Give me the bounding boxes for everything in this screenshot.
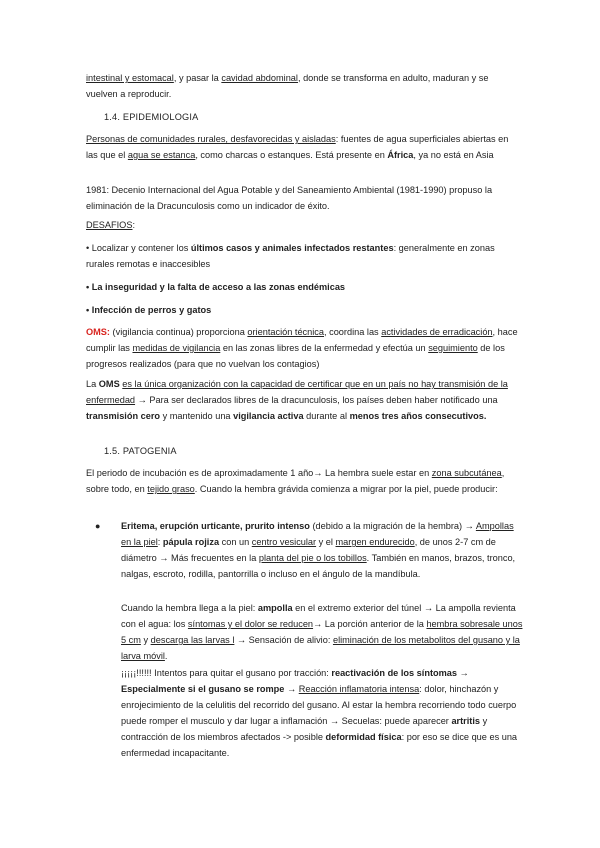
label-desafios: DESAFIOS: <box>86 220 136 230</box>
bullet-dot-icon: ● <box>95 521 101 531</box>
heading-epidemiologia: 1.4. EPIDEMIOLOGIA <box>104 112 199 122</box>
paragraph-oms: OMS: (vigilancia continua) proporciona orientación técnica, coordina las actividades de erradicación, hace cumplir las medidas de vigilancia en las zonas libres de la enfermedad y efectúa un seguimiento de los progresos realizados (para que no vuelvan los contagios) <box>86 327 518 369</box>
bullet-desafio-3: • Infección de perros y gatos <box>86 305 212 315</box>
subparagraph-ampolla: Cuando la hembra llega a la piel: ampolla en el extremo exterior del túnel → La ampolla revienta con el agua: los síntomas y el dolor se reducen→ La porción anterior de la hembra sobresale unos 5 cm y descarga las larvas l → Sensación de alivio: eliminación de los metabolitos del gusano y la larva móvil. <box>121 603 523 661</box>
bullet-desafio-2: • La inseguridad y la falta de acceso a las zonas endémicas <box>86 282 346 292</box>
paragraph-decenio: 1981: Decenio Internacional del Agua Potable y del Saneamiento Ambiental (1981-1990) propuso la eliminación de la Dracunculosis como un indicador de éxito. <box>86 185 493 211</box>
paragraph-intro: intestinal y estomacal, y pasar la cavidad abdominal, donde se transforma en adulto, maduran y se vuelven a reproducir. <box>86 73 489 99</box>
heading-patogenia: 1.5. PATOGENIA <box>104 446 177 456</box>
paragraph-patogenia: El periodo de incubación es de aproximadamente 1 año→ La hembra suele estar en zona subcutánea, sobre todo, en tejido graso. Cuando la hembra grávida comienza a migrar por la piel, puede producir: <box>86 468 505 494</box>
paragraph-certificacion: La OMS es la única organización con la capacidad de certificar que en un país no hay transmisión de la enfermedad → Para ser declarados libres de la dracunculosis, los países deben haber notificado una transmisión cero y mantenido una vigilancia activa durante al menos tres años consecutivos. <box>86 379 508 421</box>
subparagraph-traccion: ¡¡¡¡¡!!!!!! Intentos para quitar el gusano por tracción: reactivación de los síntomas → Especialmente si el gusano se rompe → Reacción inflamatoria intensa: dolor, hinchazón y enrojecimiento de la celulitis del recorrido del gusano. Al estar la hembra recorriendo todo cuerpo puede romper el musculo y dar lugar a inflamación → Secuelas: puede aparecer artritis y contracción de los miembros afectados -> posible deformidad física: por eso se dice que es una enfermedad incapacitante. <box>121 668 518 758</box>
paragraph-epidemiologia: Personas de comunidades rurales, desfavorecidas y aisladas: fuentes de agua superficiales abiertas en las que el agua se estanca, como charcas o estanques. Está presente en África, ya no está en Asia <box>86 134 509 160</box>
bullet-desafio-1: • Localizar y contener los últimos casos y animales infectados restantes: generalmente en zonas rurales remotas e inaccesibles <box>86 243 495 269</box>
subparagraph-eritema: Eritema, erupción urticante, prurito intenso (debido a la migración de la hembra) → Ampollas en la piel: pápula rojiza con un centro vesicular y el margen endurecido, de unos 2-7 cm de diámetro → Más frecuentes en la planta del pie o los tobillos. También en manos, brazos, tronco, nalgas, escroto, rodilla, pantorrilla o incluso en el ángulo de la mandíbula. <box>121 521 516 579</box>
